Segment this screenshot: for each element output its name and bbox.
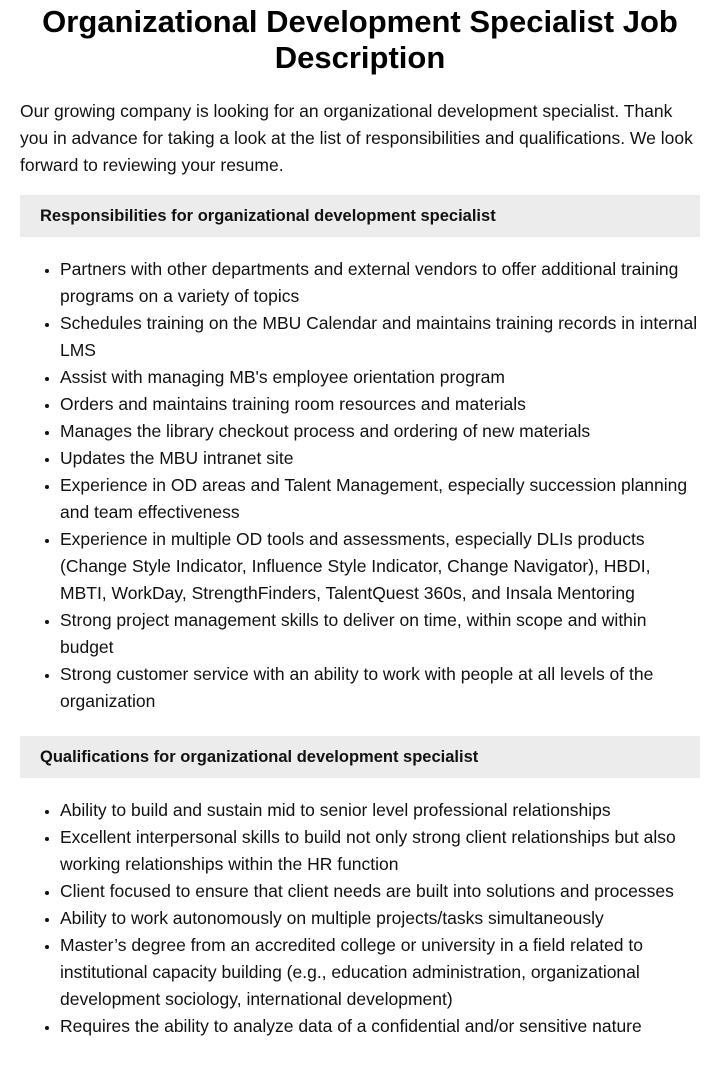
list-item: • Schedules training on the MBU Calendar and maintains training records in internal LMS [60,310,700,364]
list-item: • Master’s degree from an accredited college or university in a field related to institutional capacity building (e.g., education administration, organizational development sociology, international development) [60,932,700,1013]
list-item: • Partners with other departments and external vendors to offer additional training programs on a variety of topics [60,256,700,310]
intro-paragraph: Our growing company is looking for an organizational development specialist. Thank you in advance for taking a look at the list of responsibilities and qualifications. We look forward to reviewing your resume. [20,101,693,175]
list-item: • Assist with managing MB's employee orientation program [60,364,700,391]
list-item: • Manages the library checkout process and ordering of new materials [60,418,700,445]
list-item: • Ability to build and sustain mid to senior level professional relationships [60,797,700,824]
list-item: • Updates the MBU intranet site [60,445,700,472]
list-item: • Client focused to ensure that client needs are built into solutions and processes [60,878,700,905]
qualifications-heading: Qualifications for organizational development specialist [20,736,700,778]
qualifications-list [20,797,700,1040]
list-item: • Experience in multiple OD tools and assessments, especially DLIs products (Change Style Indicator, Influence Style Indicator, Change Navigator), HBDI, MBTI, WorkDay, StrengthFinders, TalentQuest 360s, and Insala Mentoring [60,526,700,607]
list-item: • Requires the ability to analyze data of a confidential and/or sensitive nature [60,1013,700,1040]
list-item: • Strong customer service with an ability to work with people at all levels of the organization [60,661,700,715]
list-item: • Ability to work autonomously on multiple projects/tasks simultaneously [60,905,700,932]
list-item: • Strong project management skills to deliver on time, within scope and within budget [60,607,700,661]
page-title: Organizational Development Specialist Job Description [42,4,678,75]
responsibilities-heading: Responsibilities for organizational development specialist [20,195,700,237]
list-item: • Experience in OD areas and Talent Management, especially succession planning and team effectiveness [60,472,700,526]
list-item: • Orders and maintains training room resources and materials [60,391,700,418]
list-item: • Excellent interpersonal skills to build not only strong client relationships but also working relationships within the HR function [60,824,700,878]
responsibilities-list [20,256,700,715]
